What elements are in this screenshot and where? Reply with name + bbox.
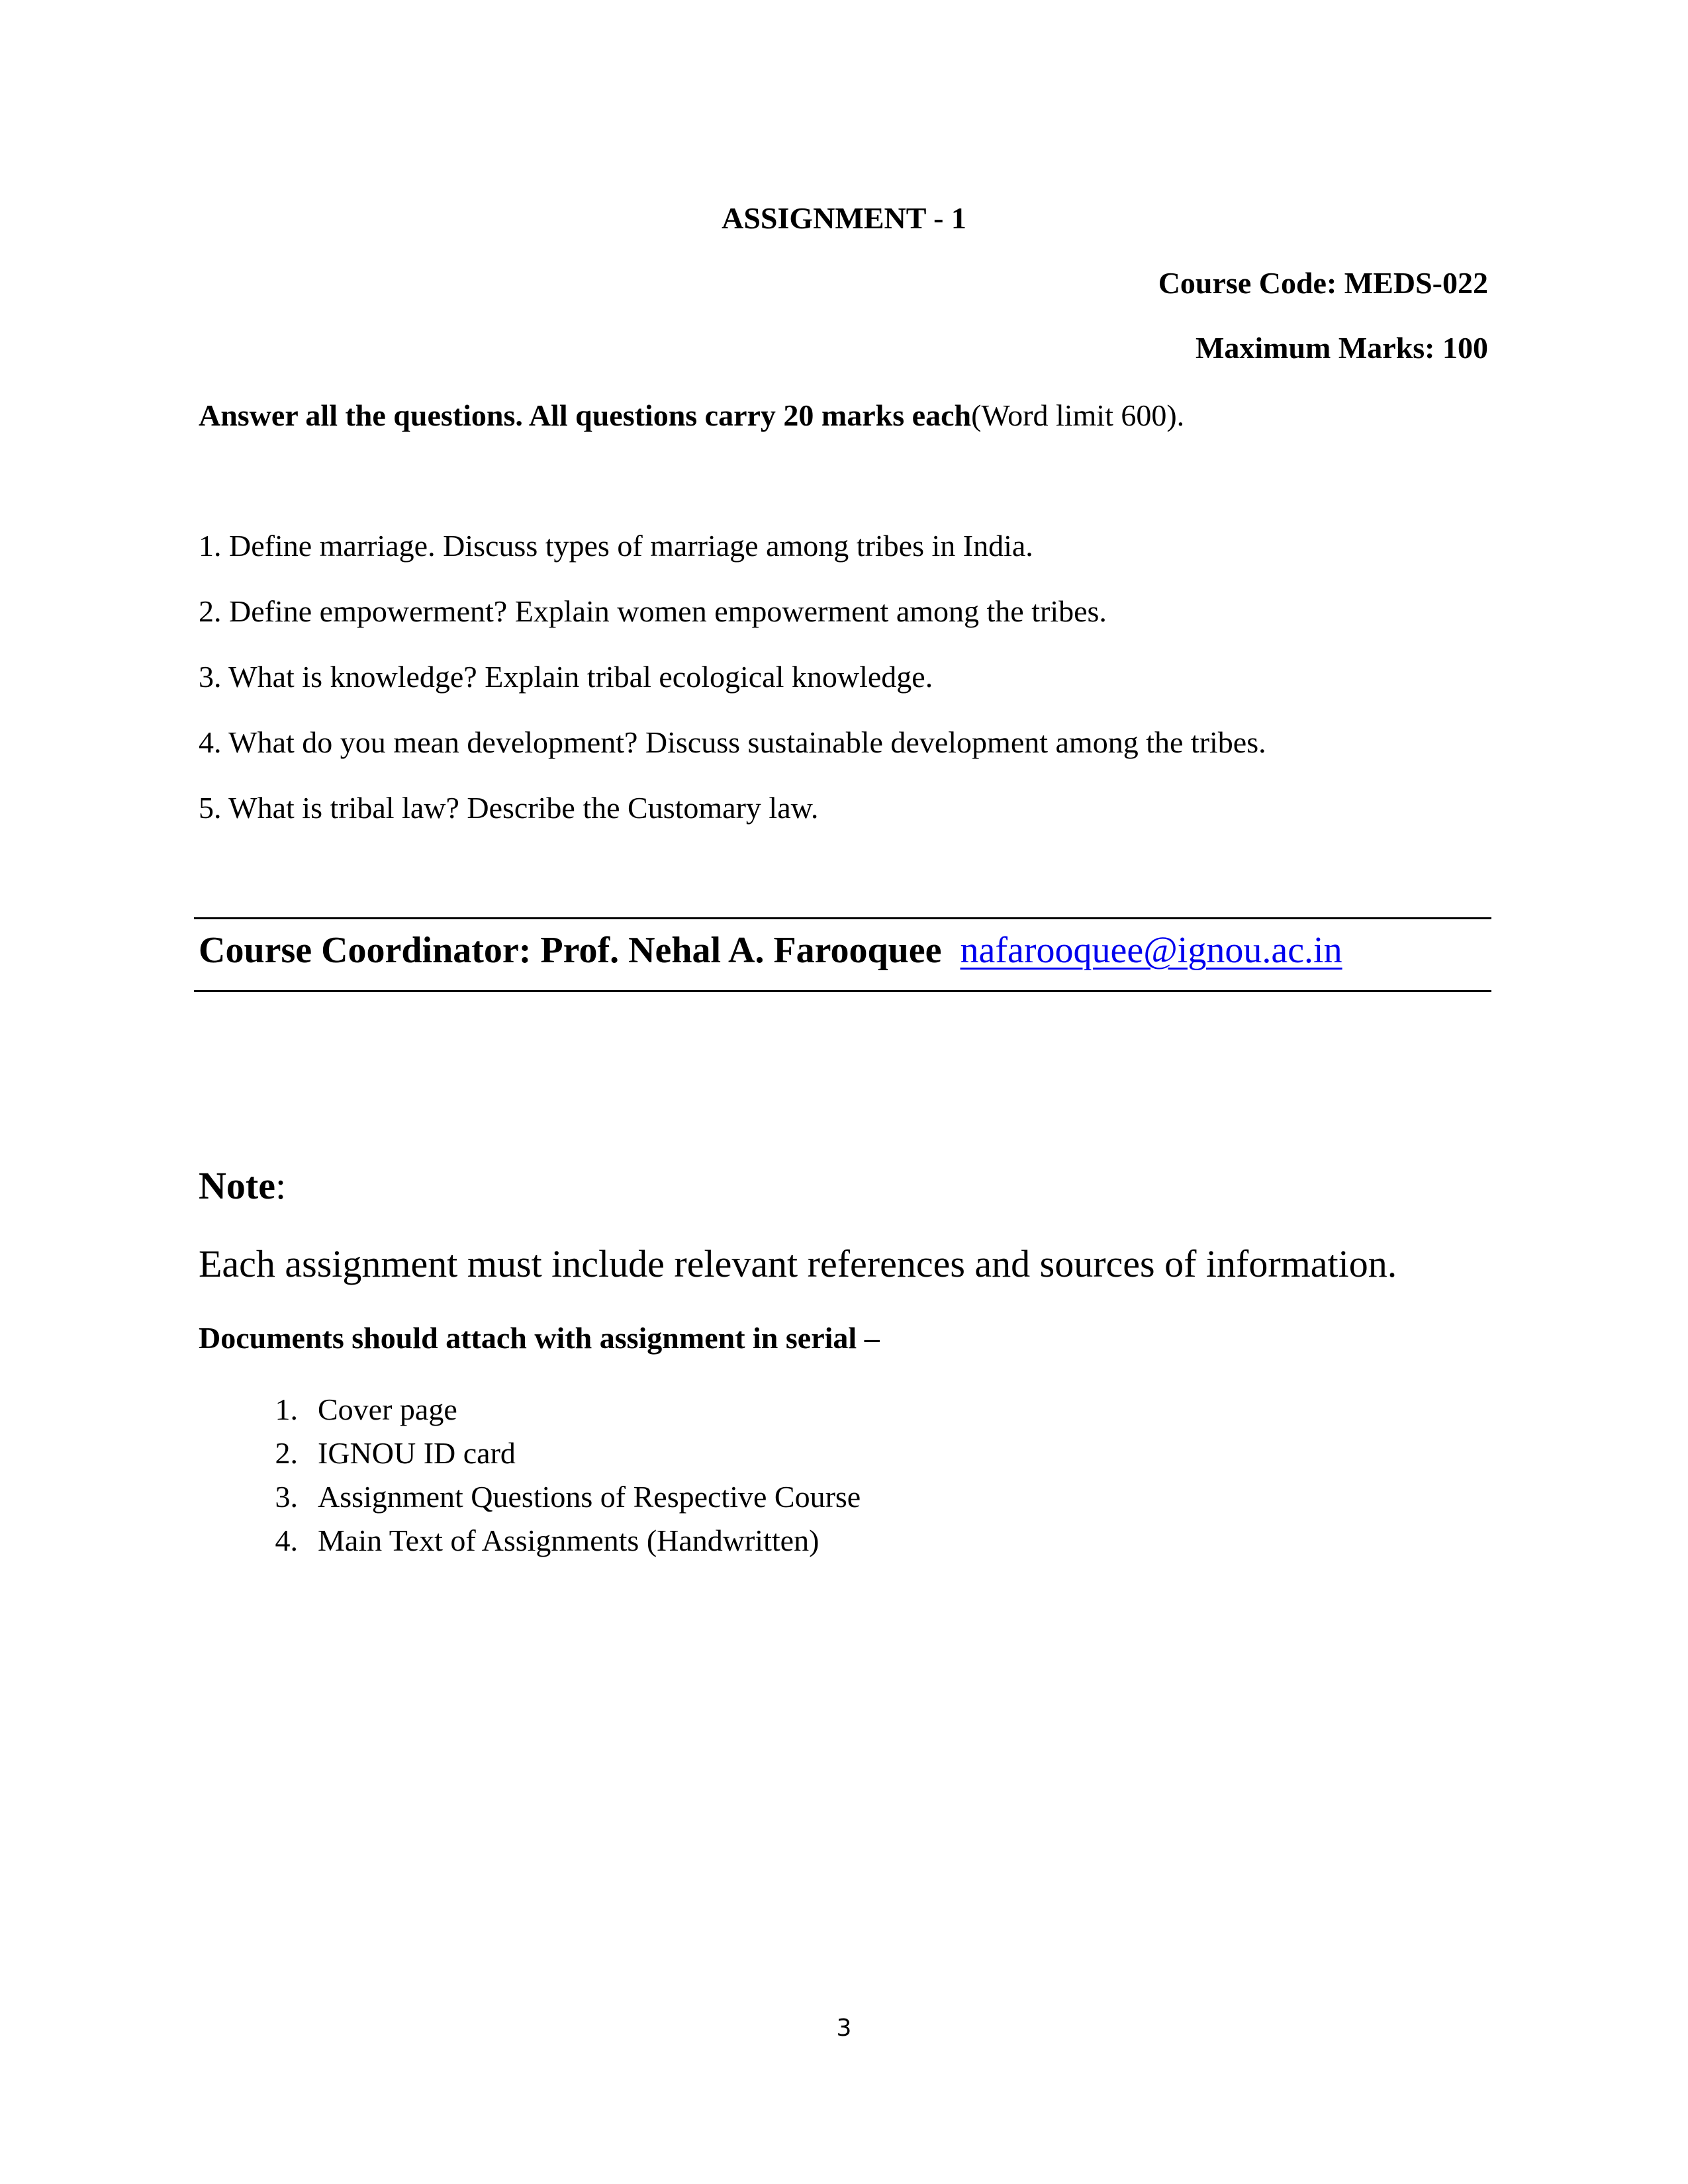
instructions-word-limit: (Word limit 600). xyxy=(971,398,1185,432)
question-item: 3. What is knowledge? Explain tribal ecological knowledge. xyxy=(199,660,933,694)
question-item: 1. Define marriage. Discuss types of marriage among tribes in India. xyxy=(199,529,1033,563)
maximum-marks: Maximum Marks: 100 xyxy=(1195,331,1488,365)
note-colon: : xyxy=(275,1164,287,1207)
list-item-number: 1. xyxy=(275,1392,298,1426)
list-item-text: Cover page xyxy=(318,1392,457,1426)
list-item xyxy=(199,1390,861,1433)
question-list xyxy=(199,526,1266,854)
question-item: 5. What is tribal law? Describe the Customary law. xyxy=(199,791,819,825)
top-divider xyxy=(194,917,1491,919)
coordinator-label: Course Coordinator: Prof. Nehal A. Farooquee xyxy=(199,930,942,971)
list-item-number: 4. xyxy=(275,1524,298,1557)
coordinator-email-link[interactable]: nafarooquee@ignou.ac.in xyxy=(960,930,1342,971)
list-item-text: Assignment Questions of Respective Course xyxy=(318,1480,861,1514)
list-item xyxy=(199,1477,861,1521)
question-item: 2. Define empowerment? Explain women empowerment among the tribes. xyxy=(199,594,1107,628)
page-number: 3 xyxy=(836,2015,852,2042)
list-item xyxy=(199,1433,861,1477)
instructions xyxy=(199,396,1184,435)
course-coordinator xyxy=(199,924,1342,977)
list-item-number: 2. xyxy=(275,1436,298,1470)
assignment-title: ASSIGNMENT - 1 xyxy=(722,201,966,235)
documents-heading: Documents should attach with assignment in serial – xyxy=(199,1321,880,1355)
note-heading xyxy=(199,1160,286,1212)
note-label: Note xyxy=(199,1164,275,1207)
instructions-bold: Answer all the questions. All questions carry 20 marks each xyxy=(199,398,972,432)
documents-list xyxy=(199,1390,861,1565)
bottom-divider xyxy=(194,990,1491,992)
list-item-number: 3. xyxy=(275,1480,298,1514)
question-item: 4. What do you mean development? Discuss sustainable development among the tribes. xyxy=(199,725,1266,759)
course-code: Course Code: MEDS-022 xyxy=(1158,266,1488,300)
list-item-text: Main Text of Assignments (Handwritten) xyxy=(318,1524,820,1557)
list-item xyxy=(199,1521,861,1565)
note-text: Each assignment must include relevant references and sources of information. xyxy=(199,1242,1397,1285)
list-item-text: IGNOU ID card xyxy=(318,1436,516,1470)
